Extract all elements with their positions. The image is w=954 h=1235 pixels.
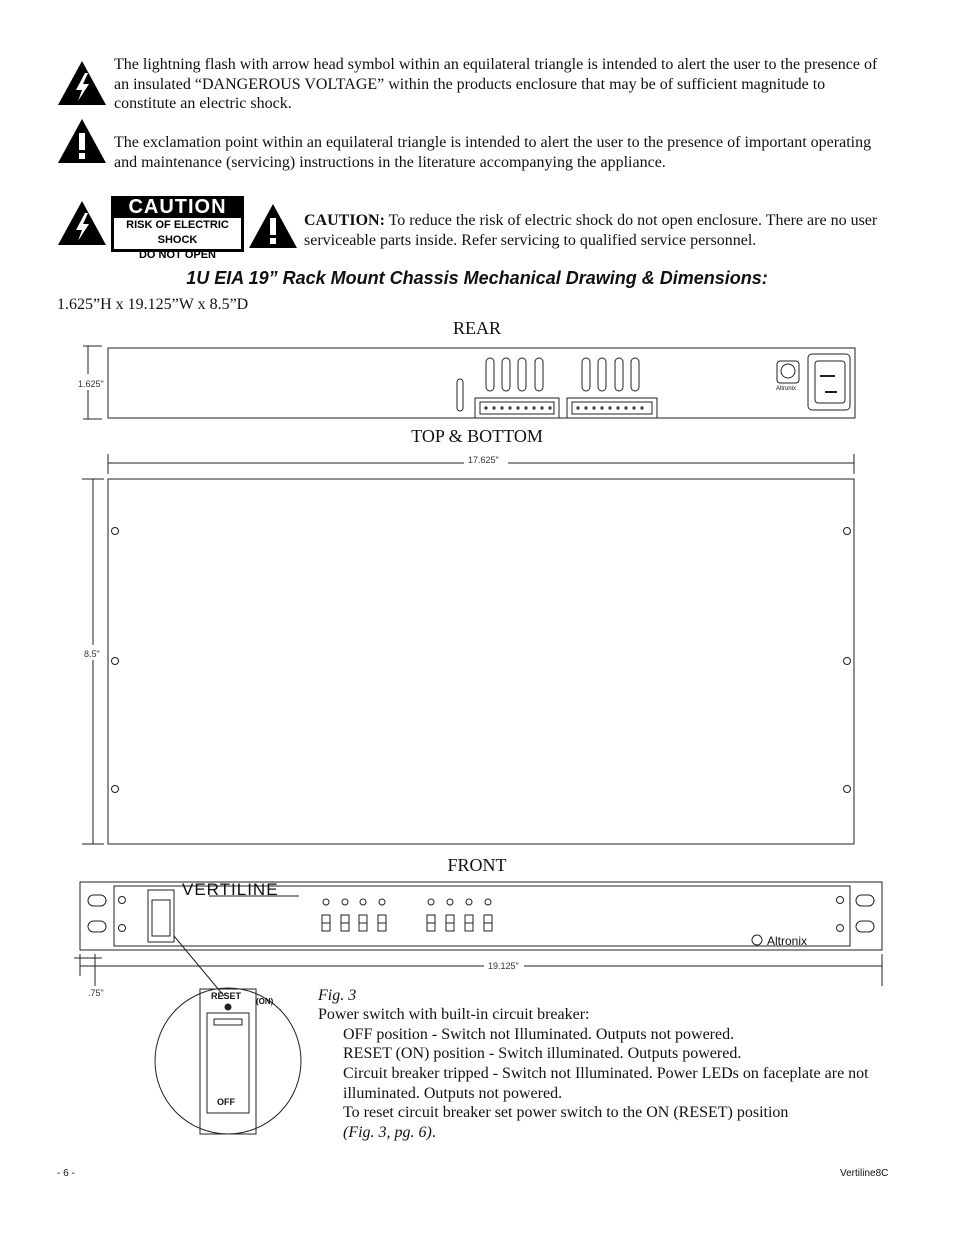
caution-line-2: DO NOT OPEN xyxy=(138,249,216,261)
caution-body: To reduce the risk of electric shock do not open enclosure. There are no user serviceable parts inside. Refer servicing to qualified service personnel. xyxy=(304,212,878,249)
caution-lightning-icon xyxy=(57,200,107,246)
top-bottom-drawing xyxy=(80,452,860,852)
caution-label-box xyxy=(111,196,244,261)
power-switch-detail xyxy=(152,986,304,1136)
top-bottom-label: TOP & BOTTOM xyxy=(411,426,543,446)
figure-item-2: RESET (ON) position - Switch illuminated. Outputs powered. xyxy=(343,1045,742,1062)
exclamation-warning-text: The exclamation point within an equilateral triangle is intended to alert the user to the presence of important operating and maintenance (servicing) instructions in the literature accompanying the appliance. xyxy=(114,134,872,171)
figure-item-4: To reset circuit breaker set power switch to the ON (RESET) position xyxy=(343,1104,789,1121)
rear-label: REAR xyxy=(452,318,501,338)
lightning-warning-text: The lightning flash with arrow head symbol within an equilateral triangle is intended to alert the user to the presence of an insulated “DANGEROUS VOLTAGE” within the products enclosure that may be of sufficient magnitude to constitute an electric shock. xyxy=(114,56,878,112)
caution-bold: CAUTION: xyxy=(304,212,385,229)
switch-off-label: OFF xyxy=(217,1097,235,1107)
figure-intro: Power switch with built-in circuit breaker: xyxy=(318,1006,590,1023)
lightning-warning-icon xyxy=(57,60,107,106)
front-label: FRONT xyxy=(447,855,507,875)
front-ear-dim: .75" xyxy=(88,988,104,998)
front-vertiline-logo: VERTILINE xyxy=(182,880,279,899)
section-title: 1U EIA 19” Rack Mount Chassis Mechanical Drawing & Dimensions: xyxy=(186,268,768,288)
top-width-dim: 17.625" xyxy=(468,455,499,465)
front-altronix-brand: Altronix xyxy=(767,934,808,948)
page-number: - 6 - xyxy=(57,1168,75,1179)
switch-on-label: (ON) xyxy=(256,997,274,1006)
figure-item-1: OFF position - Switch not Illuminated. Outputs not powered. xyxy=(343,1026,735,1043)
rear-panel-drawing xyxy=(80,340,860,426)
figure-reference xyxy=(343,1123,436,1143)
front-width-dim: 19.125" xyxy=(488,961,519,971)
figure-caption: Fig. 3 xyxy=(318,987,357,1004)
figure-item-3: Circuit breaker tripped - Switch not Illuminated. Power LEDs on faceplate are not illuminated. Outputs not powered. xyxy=(343,1065,869,1102)
rear-height-dim: 1.625" xyxy=(78,379,104,389)
figure-reference-link: (Fig. 3, pg. 6) xyxy=(343,1124,432,1141)
model-name: Vertiline8C xyxy=(840,1168,889,1179)
caution-heading: CAUTION xyxy=(128,196,227,218)
switch-reset-label: RESET xyxy=(210,991,241,1001)
exclamation-warning-icon xyxy=(57,118,107,164)
caution-exclamation-icon xyxy=(248,203,298,249)
rear-brand: Altronix xyxy=(776,386,797,392)
caution-text xyxy=(304,211,879,250)
top-depth-dim: 8.5" xyxy=(84,649,100,659)
figure-reference-end: . xyxy=(431,1124,436,1141)
overall-dimensions: 1.625”H x 19.125”W x 8.5”D xyxy=(57,296,249,313)
caution-line-1: RISK OF ELECTRIC SHOCK xyxy=(126,219,229,246)
